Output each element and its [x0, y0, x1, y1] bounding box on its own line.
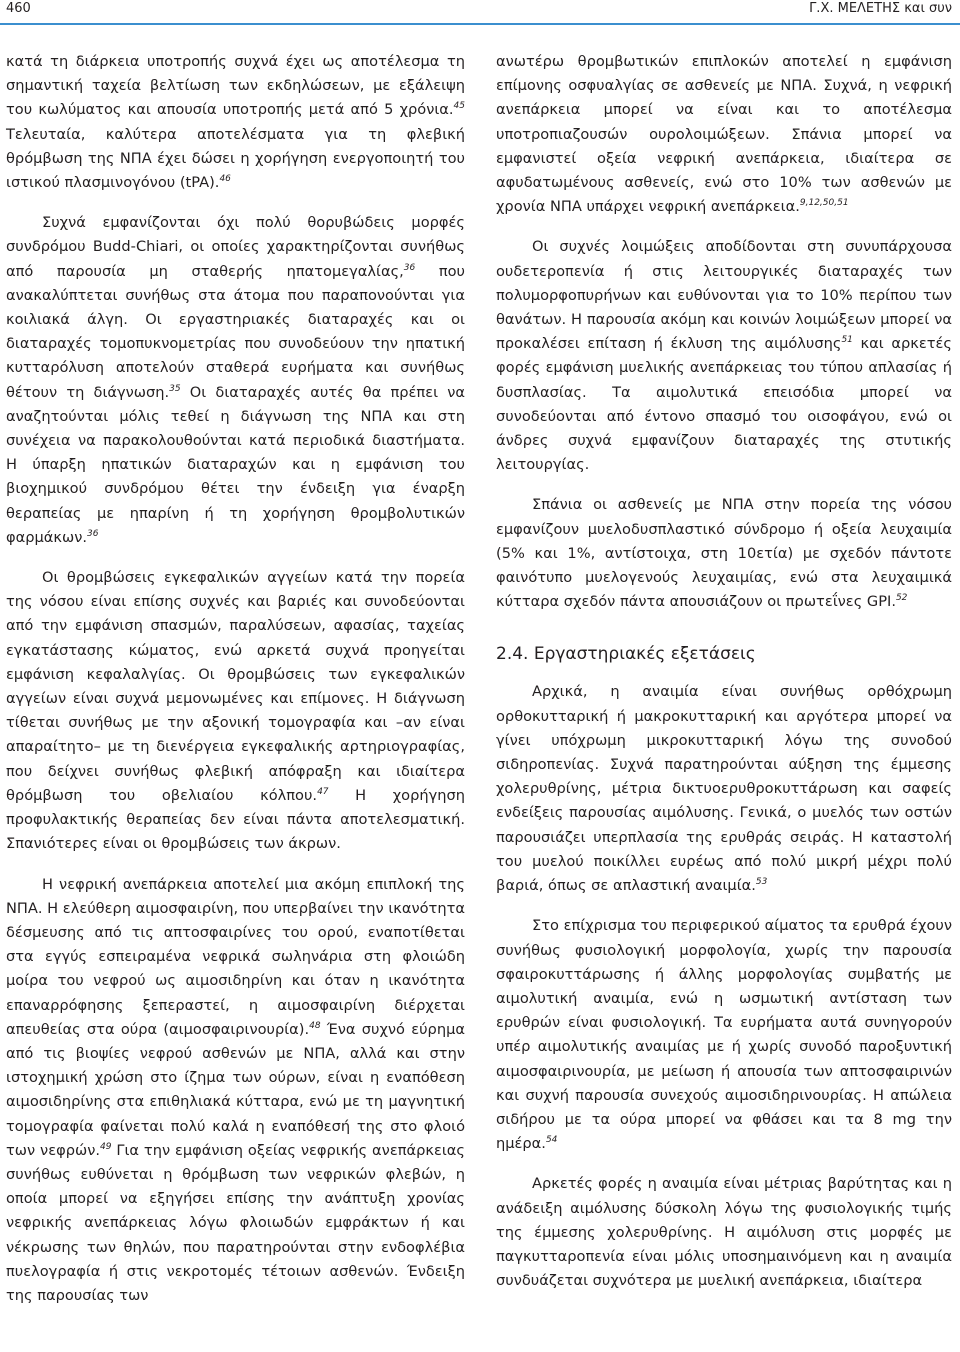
- paragraph: [496, 1172, 952, 1293]
- text-run: και αρκετές φορές εμφάνιση μυελικής ανεπάρκειας του τύπου απλασίας ή δυσπλασίας. Τα αιμολυτικά επεισόδια μπορεί να συνοδεύονται από έντονο σπασμό του οισοφάγου, ενώ οι άνδρες συχνά εμφανίζουν διαταραχές της στυτικής λειτουργίας.: [496, 335, 952, 474]
- citation-superscript: 9,12,50,51: [799, 198, 849, 209]
- text-run: Στο επίχρισμα του περιφερικού αίματος τα ερυθρά έχουν συνήθως φυσιολογική μορφολογία, χωρίς την παρουσία σφαιροκυττάρωσης ή άλλης μορφολογίας συμβατής με αιμολυτική αναιμία, ενώ η ωσμωτική αντίσταση των ερυθρών είναι φυσιολογική. Τα ευρήματα αυτά συνηγορούν υπέρ αιμολυτικής αναιμίας με ή χωρίς συνοδό παροξυντική αιμοσφαιρινουρία, με μείωση ή απουσία των απτοσφαιρινών και συχνή παρουσία συνεχούς αιμοσιδηρινουρίας. Η απώλεια σιδήρου με τα ούρα μπορεί να φθάσει και τα 8 mg την ημέρα.: [496, 917, 952, 1153]
- paragraph: [6, 566, 465, 856]
- text-run: Οι θρομβώσεις εγκεφαλικών αγγείων κατά την πορεία της νόσου είναι επίσης συχνές και βαριές και συνοδεύονται από την εμφάνιση σπασμών, παραλύσεων, αφασίας, ταχείας εγκατάστασης κώματος, ενώ αρκετά συχνά προηγείται εμφάνιση κεφαλαλγίας. Οι θρομβώσεις των εγκεφαλικών αγγείων είναι συχνά μεμονωμένες και επίμονες. Η διάγνωση τίθεται συνήθως με την αξονική τομογραφία και –αν είναι απαραίτητο– με τη διενέργεια εγκεφαλικής αρτηριογραφίας, που δείχνει συνήθως φλεβική απόφραξη και ιδιαίτερα θρόμβωση του οβελιαίου κόλπου.: [6, 569, 465, 804]
- text-run: Για την εμφάνιση οξείας νεφρικής ανεπάρκειας συνήθως ευθύνεται η θρόμβωση των νεφρικών φλεβών, η οποία μπορεί να εξηγήσει επίσης την ανάπτυξη χρονίας νεφρικής ανεπάρκειας λόγω φλοιωδών εμφράκτων ή και νέκρωσης των θηλών, που παρατηρούνται στην ενδοφλέβια πυελογραφία ή στις νεκροτομές τέτοιων ασθενών. Ένδειξη της παρουσίας των: [6, 1141, 465, 1304]
- paragraph: [496, 493, 952, 614]
- text-run: κατά τη διάρκεια υποτροπής συχνά έχει ως αποτέλεσμα τη σημαντική ταχεία βελτίωση των εκδηλώσεων, με εξάλειψη του κωλύματος και απουσία υποτροπής μετά από 5 χρόνια.: [6, 53, 465, 119]
- paragraph: [496, 914, 952, 1156]
- citation-superscript: 54: [545, 1135, 558, 1146]
- text-run: Συχνά εμφανίζονται όχι πολύ θορυβώδεις μορφές συνδρόμου Budd-Chiari, οι οποίες χαρακτηρίζονται συνήθως από παρουσία μη σταθερής ηπατομεγαλίας,: [6, 214, 465, 280]
- text-run: Αρκετές φορές η αναιμία είναι μέτριας βαρύτητας και η ανάδειξη αιμόλυσης δύσκολη λόγω της φυσιολογικής τιμής της έμμεσης χολερυθρίνης. Η αιμόλυση στις μορφές με παγκυτταροπενία είναι μόλις υποσημαινόμενη και η αναιμία συνδυάζεται συχνότερα με μυελική ανεπάρκεια, ιδιαίτερα: [496, 1175, 952, 1290]
- citation-superscript: 52: [895, 593, 908, 604]
- section-heading: 2.4. Εργαστηριακές εξετάσεις: [496, 644, 756, 665]
- text-run: Αρχικά, η αναιμία είναι συνήθως ορθόχρωμη ορθοκυτταρική ή μακροκυτταρική και αργότερα μπορεί να γίνει υπόχρωμη μικροκυτταρική λόγω της συνοδού σιδηροπενίας. Συχνά παρατηρούνται αύξηση της έμμεσης χολερυθρίνης, μέτρια δικτυοερυθροκυττάρωση και σαφείς ενδείξεις παρουσίας αιμόλυσης. Γενικά, ο μυελός των οστών παρουσιάζει υπερπλασία της ερυθράς σειράς. Η καταστολή του μυελού ποικίλλει ευρέως από πολύ μικρή μέχρι πολύ βαριά, όπως σε απλαστική αναιμία.: [496, 683, 952, 895]
- paragraph: [6, 50, 465, 195]
- citation-superscript: 45: [453, 101, 465, 112]
- citation-superscript: 47: [317, 786, 329, 797]
- paragraph: [496, 50, 952, 219]
- page-header: [0, 0, 960, 26]
- text-run: Η χορήγηση προφυλακτικής θεραπείας δεν είναι πάντα αποτελεσματική. Σπανιότερες είναι οι θρομβώσεις των άκρων.: [6, 786, 465, 853]
- left-column: [6, 50, 465, 1308]
- text-run: Οι διαταραχές αυτές θα πρέπει να αναζητούνται μόλις τεθεί η διάγνωση της ΝΠΑ και στη συνέχεια να παρακολουθούνται κατά περιοδικά διαστήματα. Η ύπαρξη ηπατικών διαταραχών και η εμφάνιση του βιοχημικού συνδρόμου θέτει την ένδειξη για έναρξη θεραπείας με ηπαρίνη ή τη χορήγηση θρομβολυτικών φαρμάκων.: [6, 383, 465, 546]
- text-run: που ανακαλύπτεται συνήθως στα άτομα που παραπονούνται για κοιλιακά άλγη. Οι εργαστηριακές διαταραχές και οι διαταραχές τομοπυκνομετρίας που συνοδεύουν την ηπατική κυτταρόλυση αποτελούν σταθερά ευρήματα και συνήθως θέτουν τη διάγνωση.: [6, 262, 465, 401]
- header-rule: [0, 23, 960, 25]
- citation-superscript: 53: [755, 877, 768, 888]
- paragraph: [496, 680, 952, 898]
- citation-superscript: 36: [403, 262, 416, 273]
- paragraph: [496, 235, 952, 477]
- running-head: Γ.Χ. ΜΕΛΕΤΗΣ και συν: [809, 1, 952, 16]
- citation-superscript: 36: [87, 528, 99, 539]
- citation-superscript: 46: [219, 174, 231, 185]
- text-run: Τελευταία, καλύτερα αποτελέσματα για τη φλεβική θρόμβωση της ΝΠΑ έχει δώσει η χορήγηση ενεργοποιητή του ιστικού πλασμινογόνου (tPA).: [6, 125, 465, 192]
- text-run: Οι συχνές λοιμώξεις αποδίδονται στη συνυπάρχουσα ουδετεροπενία ή στις λειτουργικές διαταραχές των πολυμορφοπυρήνων και ευθύνονται για το 10% περίπου των θανάτων. Η παρουσία ακόμη και κοινών λοιμώξεων μπορεί να προκαλέσει επίταση ή έκλυση της αιμόλυσης: [496, 238, 952, 353]
- citation-superscript: 35: [169, 383, 181, 394]
- paragraph: [6, 211, 465, 550]
- text-run: Ένα συχνό εύρημα από τις βιοψίες νεφρού ασθενών με ΝΠΑ, αλλά και στην ιστοχημική χρώση στο ίζημα των ούρων, είναι η εναπόθεση αιμοσιδηρίνης στα επιθηλιακά κύτταρα, ενώ με τη μαγνητική τομογραφία φαίνεται πολύ καλά η εναπόθεσή της στο φλοιό των νεφρών.: [6, 1020, 465, 1159]
- text-run: ανωτέρω θρομβωτικών επιπλοκών αποτελεί η εμφάνιση επίμονης οσφυαλγίας σε ασθενείς με ΝΠΑ. Συχνά, η νεφρική ανεπάρκεια μπορεί να είναι και το αποτέλεσμα υποτροπιαζουσών ουρολοιμώξεων. Σπάνια μπορεί να εμφανιστεί οξεία νεφρική ανεπάρκεια, ιδιαίτερα σε αφυδατωμένους ασθενείς, ενώ στο 10% των ασθενών με χρονία ΝΠΑ υπάρχει νεφρική ανεπάρκεια.: [496, 53, 952, 216]
- citation-superscript: 48: [309, 1020, 321, 1031]
- text-run: Η νεφρική ανεπάρκεια αποτελεί μια ακόμη επιπλοκή της ΝΠΑ. Η ελεύθερη αιμοσφαιρίνη, που υπερβαίνει την ικανότητα δέσμευσης από τις απτοσφαιρίνες του ορού, εναποτίθεται στα εγγύς εσπειραμένα νεφρικά σωληνάρια στη φλοιώδη μοίρα του νεφρού ως αιμοσιδηρίνη και όταν η ικανότητα επαναρρόφησης ξεπεραστεί, η αιμοσφαιρίνη διέρχεται απευθείας στα ούρα (αιμοσφαιρινουρία).: [6, 875, 465, 1038]
- right-column: [496, 50, 952, 1293]
- citation-superscript: 49: [100, 1141, 112, 1152]
- citation-superscript: 51: [841, 335, 853, 346]
- paragraph: [6, 873, 465, 1309]
- text-run: Σπάνια οι ασθενείς με ΝΠΑ στην πορεία της νόσου εμφανίζουν μυελοδυσπλαστικό σύνδρομο ή οξεία λευχαιμία (5% και 1%, αντίστοιχα, στη 10ετία) με σχεδόν πάντοτε φαινότυπο μυελογενούς λευχαιμίας, ενώ στα λευχαιμικά κύτταρα σχεδόν πάντα απουσιάζουν οι πρωτεΐνες GPI.: [496, 496, 952, 611]
- page-number: 460: [6, 1, 31, 16]
